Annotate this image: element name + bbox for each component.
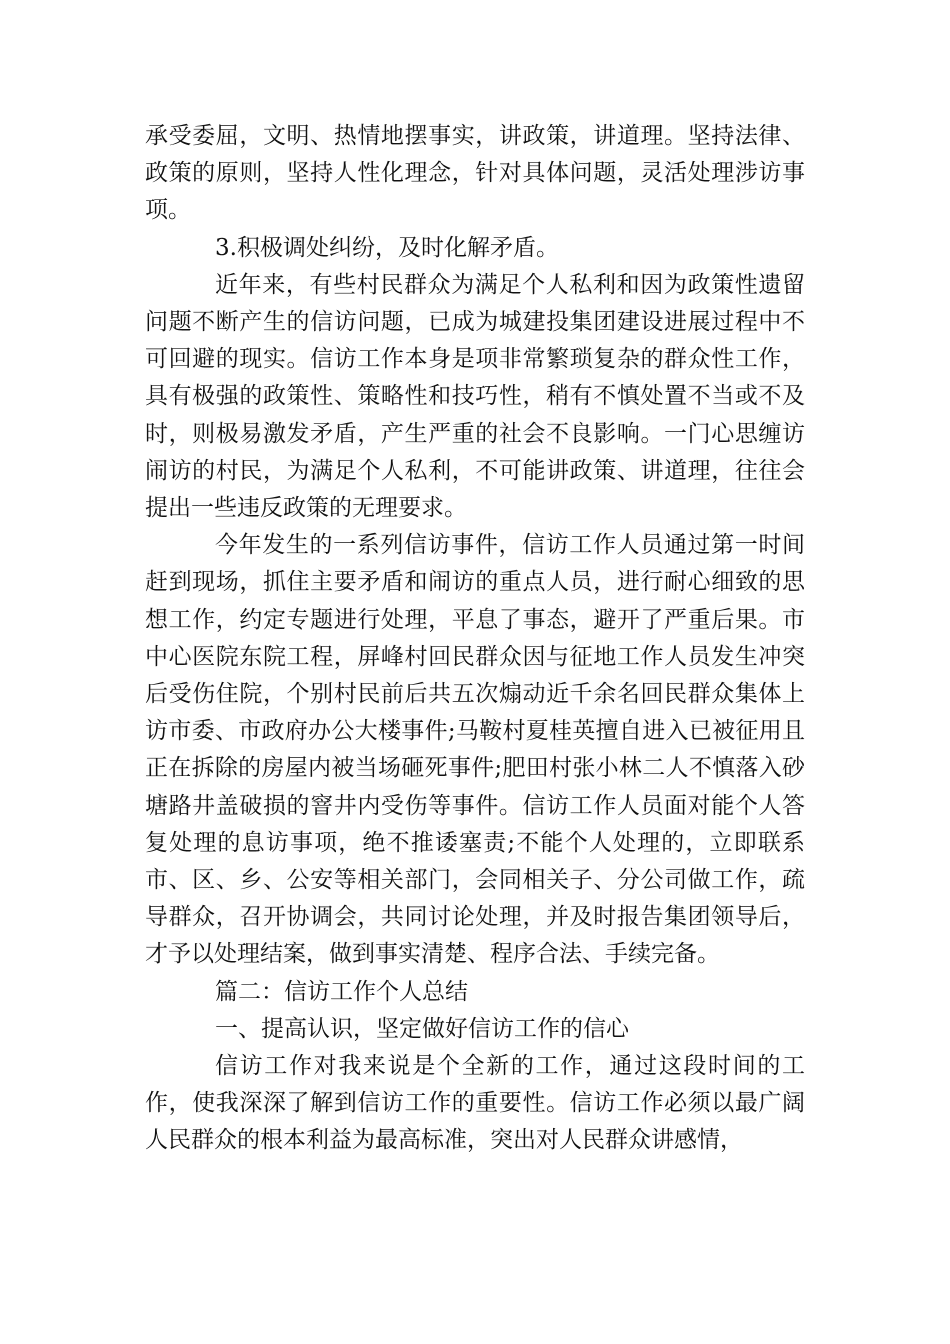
section-heading-3: 3.积极调处纠纷，及时化解矛盾。 xyxy=(215,234,559,261)
paragraph-body: 信访工作对我来说是个全新的工作，通过这段时间的工作，使我深深了解到信访工作的重要性。信访工作必须以最广阔人民群众的根本利益为最高标准，突出对人民群众讲感情， xyxy=(145,1053,805,1154)
chapter-heading: 篇二：信访工作个人总结 xyxy=(215,978,468,1005)
section-heading-1: 一、提高认识，坚定做好信访工作的信心 xyxy=(215,1015,629,1042)
document-page xyxy=(145,118,805,1160)
paragraph-body: 近年来，有些村民群众为满足个人私利和因为政策性遗留问题不断产生的信访问题，已成为城建投集团建设进展过程中不可回避的现实。信访工作本身是项非常繁琐复杂的群众性工作，具有极强的政策性、策略性和技巧性，稍有不慎处置不当或不及时，则极易激发矛盾，产生严重的社会不良影响。一门心思缠访闹访的村民，为满足个人私利，不可能讲政策、讲道理，往往会提出一些违反政策的无理要求。 xyxy=(145,271,805,522)
paragraph-body: 今年发生的一系列信访事件，信访工作人员通过第一时间赶到现场，抓住主要矛盾和闹访的重点人员，进行耐心细致的思想工作，约定专题进行处理，平息了事态，避开了严重后果。市中心医院东院工程，屏峰村回民群众因与征地工作人员发生冲突后受伤住院，个别村民前后共五次煽动近千余名回民群众集体上访市委、市政府办公大楼事件;马鞍村夏桂英擅自进入已被征用且正在拆除的房屋内被当场砸死事件;肥田村张小林二人不慎落入砂塘路井盖破损的窨井内受伤等事件。信访工作人员面对能个人答复处理的息访事项，绝不推诿塞责;不能个人处理的，立即联系市、区、乡、公安等相关部门，会同相关子、分公司做工作，疏导群众，召开协调会，共同讨论处理，并及时报告集团领导后，才予以处理结案，做到事实清楚、程序合法、手续完备。 xyxy=(145,532,805,968)
paragraph-continuation: 承受委屈，文明、热情地摆事实，讲政策，讲道理。坚持法律、政策的原则，坚持人性化理念，针对具体问题，灵活处理涉访事项。 xyxy=(145,123,805,224)
